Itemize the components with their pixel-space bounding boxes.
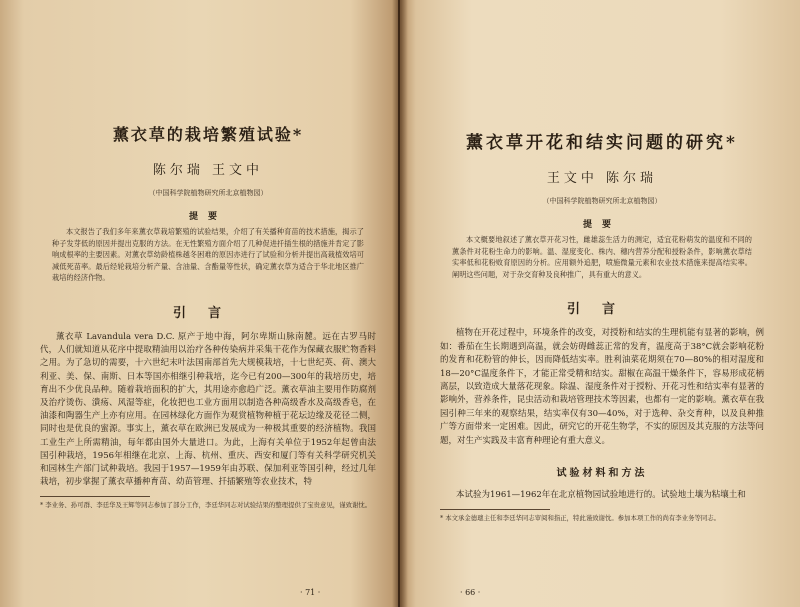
right-abstract: 本文概要地叙述了薰衣草开花习性，雌雄蕊生活力的测定，适宜花粉萌发的温度和不同的薰条件对花粉生命力的影响。温、湿度变化、株内、穗内营养分配和授粉条件，影响薰衣草结实率低和花粉败育原因的分析。应用额外追肥，喷施微量元素和农业技术措施来提高结实率。阐明这些问题，对于杂交育种及良种推广，具有重大的意义。 bbox=[452, 235, 752, 279]
right-article-title: 薰衣草开花和结实问题的研究* bbox=[466, 133, 738, 153]
left-affiliation: （中国科学院植物研究所北京植物园） bbox=[148, 189, 268, 197]
left-authors: 陈尔瑞 王文中 bbox=[152, 163, 264, 178]
left-footnote-rule bbox=[40, 496, 150, 497]
left-page-number: · 71 · bbox=[300, 588, 321, 597]
right-abstract-heading: 提要 bbox=[582, 220, 621, 230]
left-footnote: * 李业务、孙可群、李廷华及王辉等同志参加了部分工作，李廷华同志对试验结果的整理提供了宝贵意见，谨致谢忱。 bbox=[40, 501, 372, 510]
right-page-number: · 66 · bbox=[460, 588, 481, 597]
left-section-heading: 引言 bbox=[172, 305, 243, 321]
left-article-title: 薰衣草的栽培繁殖试验* bbox=[112, 125, 304, 144]
right-body-text: 植物在开花过程中，环境条件的改变，对授粉和结实的生理机能有显著的影响，例如：番茄在生长期遇到高温，就会妨碍雌蕊正常的发育，温度高于38°C就会影响花粉的发育和花粉管的伸长，因而降低结实率。胜利油菜花期须在70—80%的相对湿度和18—20°C温度条件下，才能正常受精和结实。甜椒在高温干燥条件下，容易形成花柄离层，以致造成大量落花现象。除温、湿度条件对于授粉、开花习性和结实率有显著的影响外，营养条件，昆虫活动和栽培管理技术等因素，也都有一定的影响。薰衣草在我园引种三年来的观察结果，结实率仅有30—40%，对于选种、杂交育种，以及良种推广等方面带来一定困难。因此，研究它的开花生物学，不实的原因及其克服的方法等问题，对生产实践及丰富育种理论有重大意义。 bbox=[440, 328, 764, 446]
right-authors: 王文中 陈尔瑞 bbox=[546, 171, 658, 186]
right-affiliation: （中国科学院植物研究所北京植物园） bbox=[542, 197, 662, 205]
right-body-text-2: 本试验为1961—1962年在北京植物园试验地进行的。试验地土壤为粘壤土和 bbox=[456, 490, 746, 501]
left-abstract-heading: 提要 bbox=[188, 212, 227, 222]
left-page bbox=[0, 0, 398, 607]
right-page bbox=[400, 0, 800, 607]
book-gutter bbox=[392, 0, 408, 607]
right-subsection-heading: 试验材料和方法 bbox=[556, 468, 648, 480]
left-body-text: 薰衣草 Lavandula vera D.C. 原产于地中海，阿尔卑斯山脉南麓。远在古罗马时代，人们就知道从花序中提取精油用以治疗各种传染病并采集干花作为保藏衣服贮物香料之用。为了急切的需要，十六世纪末叶法国南部首先大规模栽培，十七世纪英、荷、澳大利亚、美、保、南斯、日本等国亦相继引种栽培，迄今已有200—300年的栽培历史，培育出不少优良品种。随着栽培面积的扩大，其用途亦愈趋广泛。薰衣草油主要用作防腐剂及治疗烫伤、潰疡、风湿等症，化妆把也工业方面用以制造各种高级香水及高级香皂，在油漆和陶器生产上亦有应用。在园林绿化方面作为观赏植物种植于花坛边缘及花径二侧，同时也是优良的蜜源。事实上，薰衣草在欧洲已发展成为一种极其重要的经济植物。我国工业生产上所需精油，每年都由国外大量进口。为此，上海有关单位于1952年起曾由法国引种栽培，1956年相继在北京、上海、杭州、重庆、西安和厦门等有关科学研究机关和园林生产部门试种栽培。我园于1957—1959年由苏联、保加利亚等国引种，经过几年栽培，初步掌握了薰衣草播种育苗、幼苗管理、扦插繁殖等农业技术，特 bbox=[40, 331, 376, 488]
left-abstract: 本文报告了我们多年来薰衣草栽培繁殖的试验结果，介绍了有关播种育苗的技术措施，揭示了种子发芽低的原因并提出克服的方法。在无性繁殖方面介绍了几种促进扦插生根的措施并肯定了影响成根率的主要因素。对薰衣草幼龄植株越冬困难的原因亦进行了试验和分析并提出高栽植效培可减低死苗率。最后经轮栽培分析产量、含油量、含酯量等性状，确定薰衣草为适合于华北地区推广栽培的经济作物。 bbox=[52, 227, 364, 283]
right-footnote: * 本文承金德璁主任和李廷华同志审阅和指正，特此谨致谢忱。参加本项工作的尚有李业务等同志。 bbox=[440, 514, 721, 523]
right-section-heading: 引言 bbox=[566, 302, 637, 318]
right-footnote-rule bbox=[440, 509, 550, 510]
